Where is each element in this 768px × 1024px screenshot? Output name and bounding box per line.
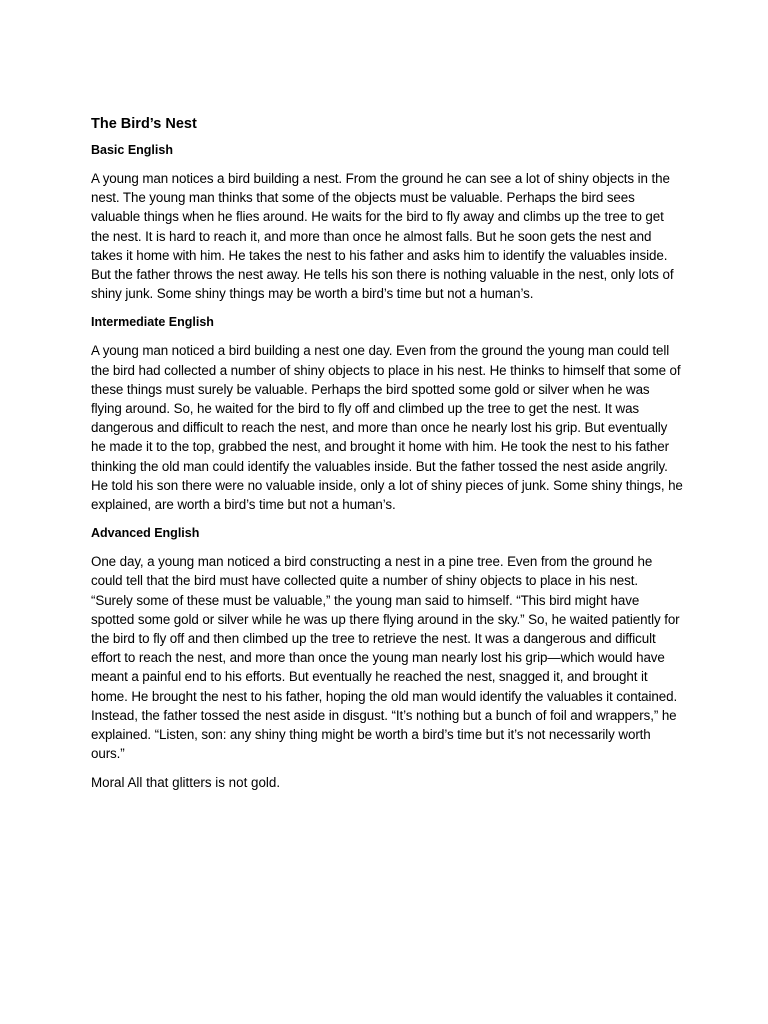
section-paragraph: A young man notices a bird building a nest. From the ground he can see a lot of shiny objects in the nest. The young man thinks that some of the objects must be valuable. Perhaps the bird sees valuable things when he flies around. He waits for the bird to fly away and climbs up the tree to get the nest. It is hard to reach it, and more than once he almost falls. But he soon gets the nest and takes it home with him. He takes the nest to his father and asks him to identify the valuables inside. But the father throws the nest away. He tells his son there is nothing valuable in the nest, only lots of shiny junk. Some shiny things may be worth a bird’s time but not a human’s. [91,171,674,302]
section-heading: Basic English [91,143,173,157]
section-heading: Advanced English [91,526,200,541]
moral-text: Moral All that glitters is not gold. [91,775,281,791]
document-page [91,113,683,793]
section-advanced-english [91,524,683,763]
section-intermediate-english [91,313,683,514]
document-title: The Bird’s Nest [91,116,197,132]
section-basic-english [91,141,683,303]
section-paragraph: A young man noticed a bird building a nest one day. Even from the ground the young man could tell the bird had collected a number of shiny objects to place in his nest. He thinks to himself that some of these things must surely be valuable. Perhaps the bird spotted some gold or silver when he was flying around. So, he waited for the bird to fly off and climbed up the tree to get the nest. It was dangerous and difficult to reach the nest, and more than once he nearly lost his grip. But eventually he made it to the top, grabbed the nest, and brought it home with him. He took the nest to his father thinking the old man could identify the valuables inside. But the father tossed the nest aside angrily. He told his son there were no valuable inside, only a lot of shiny pieces of junk. Some shiny things, he explained, are worth a bird’s time but not a human’s. [91,343,683,513]
section-heading: Intermediate English [91,315,214,330]
section-paragraph: One day, a young man noticed a bird constructing a nest in a pine tree. Even from the ground he could tell that the bird must have collected quite a number of shiny objects to place in his nest. “Surely some of these must be valuable,” the young man said to himself. “This bird might have spotted some gold or silver while he was up there flying around in the sky.” So, he waited patiently for the bird to fly off and then climbed up the tree to retrieve the nest. It was a dangerous and difficult effort to reach the nest, and more than once the young man nearly lost his grip—which would have meant a painful end to his efforts. But eventually he reached the nest, snagged it, and brought it home. He brought the nest to his father, hoping the old man would identify the valuables it contained. Instead, the father tossed the nest aside in disgust. “It’s nothing but a bunch of foil and wrappers,” he explained. “Listen, son: any shiny thing might be worth a bird’s time but it’s not necessarily worth ours.” [91,554,680,762]
